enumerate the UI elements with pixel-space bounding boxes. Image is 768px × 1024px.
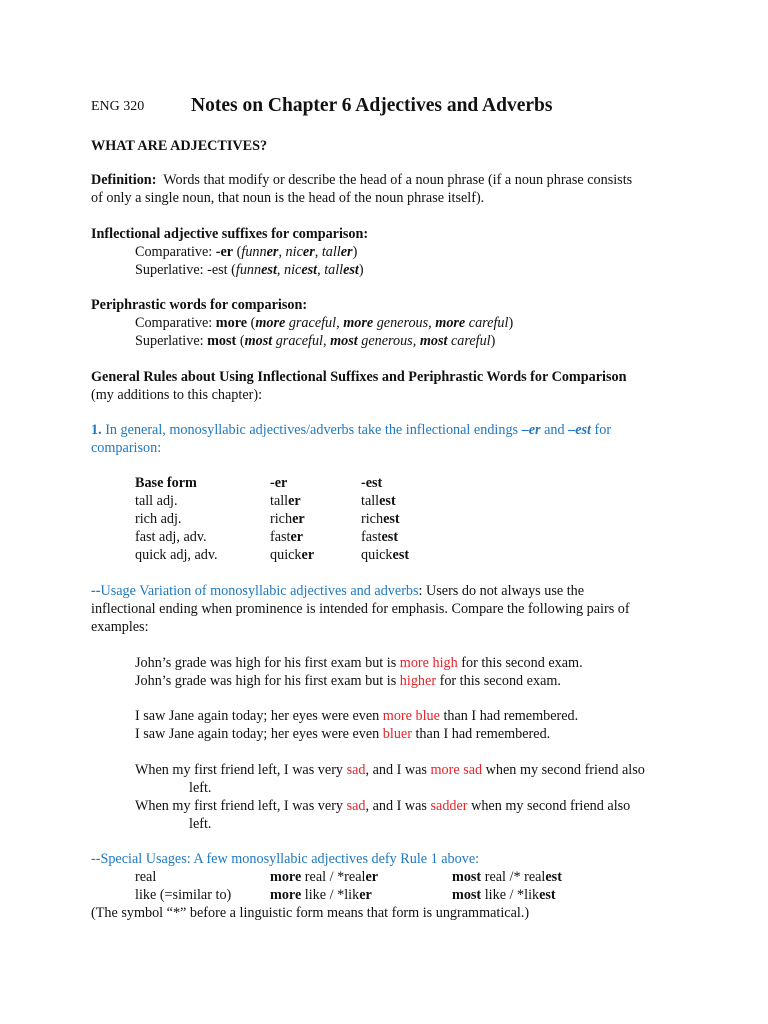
stem: rich — [270, 511, 293, 527]
example-most: most — [244, 333, 273, 349]
sentence-text: , and I was — [365, 762, 431, 778]
example-stem: tall — [324, 262, 344, 278]
example-sentence — [135, 672, 561, 690]
superlative-word: most — [207, 333, 237, 349]
sentence-text: than I had remembered. — [439, 708, 579, 724]
separator: , — [317, 262, 325, 278]
highlight-form: sadder — [430, 798, 468, 814]
definition-label: Definition: — [91, 172, 157, 188]
separator: , — [314, 244, 322, 260]
usage-variation-line-3: examples: — [91, 619, 149, 635]
example-suffix: er — [302, 244, 315, 260]
usage-variation-label: Usage Variation of monosyllabic adjectives and adverbs — [100, 583, 419, 599]
inflectional-comparative — [135, 243, 357, 261]
example-adjective: generous, — [373, 315, 436, 331]
suffix: est — [539, 887, 556, 903]
sentence-text: when my second friend also — [482, 762, 645, 778]
superlative-suffix: -est — [207, 262, 228, 278]
separator: , — [278, 244, 286, 260]
table-cell-base: rich adj. — [135, 511, 182, 527]
page-title: Notes on Chapter 6 Adjectives and Adverbs — [191, 95, 553, 116]
stem: tall — [361, 493, 380, 509]
highlight-form: sad — [346, 762, 366, 778]
suffix: er — [359, 887, 372, 903]
special-usages-heading: --Special Usages: A few monosyllabic adjectives defy Rule 1 above: — [91, 851, 480, 867]
example-more: more — [255, 315, 286, 331]
comparative-word: more — [215, 315, 248, 331]
suffix-er: –er — [521, 422, 541, 438]
definition-line-1 — [91, 171, 632, 189]
stem: fast — [361, 529, 382, 545]
special-word: real — [135, 869, 157, 885]
example-sentence — [135, 707, 578, 725]
table-cell-est — [361, 492, 396, 510]
most-word: most — [452, 869, 482, 885]
example-continuation: left. — [189, 816, 212, 832]
inflectional-superlative — [135, 261, 364, 279]
example-stem: funn — [235, 262, 262, 278]
special-more-form — [270, 886, 372, 904]
highlight-form: higher — [399, 673, 437, 689]
example-stem: tall — [321, 244, 341, 260]
periphrastic-heading: Periphrastic words for comparison: — [91, 297, 308, 313]
suffix: est — [381, 529, 399, 545]
table-header-er: -er — [270, 475, 288, 491]
sentence-text: I saw Jane again today; her eyes were even — [135, 726, 383, 742]
rule-1-line-2: comparison: — [91, 440, 162, 456]
table-cell-er — [270, 492, 301, 510]
rule-number: 1. — [91, 422, 102, 438]
sentence-text: , and I was — [365, 798, 431, 814]
highlight-form: bluer — [382, 726, 412, 742]
comparative-suffix: -er — [215, 244, 234, 260]
suffix: er — [292, 511, 305, 527]
example-continuation: left. — [189, 780, 212, 796]
paren-close: ) — [508, 315, 514, 331]
sentence-text: When my first friend left, I was very — [135, 762, 347, 778]
example-more: more — [435, 315, 466, 331]
paren-close: ) — [490, 333, 496, 349]
symbol-note: (The symbol “*” before a linguistic form means that form is ungrammatical.) — [91, 905, 530, 921]
table-cell-er — [270, 546, 314, 564]
highlight-form: more high — [399, 655, 458, 671]
table-cell-est — [361, 528, 398, 546]
rule-text: In general, monosyllabic adjectives/adverbs take the inflectional endings — [101, 422, 522, 438]
paren-open: ( — [227, 262, 236, 278]
general-rules-heading: General Rules about Using Inflectional Suffixes and Periphrastic Words for Comparison — [91, 369, 627, 385]
example-suffix: er — [266, 244, 279, 260]
example-most: most — [419, 333, 448, 349]
example-more: more — [343, 315, 374, 331]
suffix: est — [392, 547, 410, 563]
usage-dashes: -- — [91, 583, 101, 599]
form-text: real / *real — [301, 869, 366, 885]
example-suffix: est — [343, 262, 359, 278]
table-cell-er — [270, 528, 303, 546]
table-cell-er — [270, 510, 305, 528]
form-text: like / *lik — [481, 887, 540, 903]
paren-open: ( — [233, 244, 242, 260]
suffix-est: –est — [568, 422, 591, 438]
example-nicest — [284, 262, 317, 278]
general-rules-note: (my additions to this chapter): — [91, 387, 263, 403]
sentence-text: when my second friend also — [467, 798, 631, 814]
table-header-base: Base form — [135, 475, 197, 491]
form-text: real /* real — [481, 869, 546, 885]
example-adjective: careful — [447, 333, 491, 349]
more-word: more — [270, 869, 302, 885]
sentence-text: When my first friend left, I was very — [135, 798, 347, 814]
superlative-label: Superlative: — [135, 333, 208, 349]
example-funner — [241, 244, 278, 260]
example-funnest — [236, 262, 277, 278]
form-text: like / *lik — [301, 887, 360, 903]
example-nicer — [286, 244, 315, 260]
sentence-text: John’s grade was high for his first exam but is — [135, 655, 400, 671]
periphrastic-comparative — [135, 314, 513, 332]
example-adjective: graceful, — [272, 333, 331, 349]
more-word: more — [270, 887, 302, 903]
rule-text: and — [540, 422, 569, 438]
usage-variation-line-2: inflectional ending when prominence is intended for emphasis. Compare the following pairs of — [91, 601, 630, 617]
highlight-form: sad — [346, 798, 366, 814]
suffix: est — [545, 869, 562, 885]
example-sentence — [135, 797, 630, 815]
suffix: er — [290, 529, 304, 545]
usage-text: : Users do not always use the — [418, 583, 585, 599]
sentence-text: I saw Jane again today; her eyes were even — [135, 708, 383, 724]
example-stem: nic — [283, 262, 302, 278]
sentence-text: John’s grade was high for his first exam but is — [135, 673, 400, 689]
example-sentence — [135, 654, 583, 672]
example-suffix: est — [301, 262, 318, 278]
example-adjective: careful — [465, 315, 509, 331]
sentence-text: for this second exam. — [457, 655, 583, 671]
separator: , — [276, 262, 284, 278]
table-cell-est — [361, 546, 409, 564]
stem: quick — [361, 547, 393, 563]
sentence-text: than I had remembered. — [411, 726, 551, 742]
comparative-label: Comparative: — [135, 315, 216, 331]
highlight-form: more blue — [382, 708, 440, 724]
example-suffix: er — [340, 244, 353, 260]
superlative-label: Superlative: — [135, 262, 208, 278]
example-adjective: graceful, — [285, 315, 344, 331]
table-cell-base: fast adj, adv. — [135, 529, 207, 545]
table-header-est: -est — [361, 475, 383, 491]
stem: fast — [270, 529, 291, 545]
definition-text-1: Words that modify or describe the head of a noun phrase (if a noun phrase consists — [163, 172, 633, 188]
suffix: est — [379, 493, 396, 509]
paren-close: ) — [358, 262, 364, 278]
special-word: like (=similar to) — [135, 887, 232, 903]
example-tallest — [324, 262, 359, 278]
suffix: er — [288, 493, 301, 509]
example-most: most — [330, 333, 358, 349]
suffix: er — [365, 869, 379, 885]
highlight-form: more sad — [430, 762, 483, 778]
example-sentence — [135, 725, 550, 743]
periphrastic-superlative — [135, 332, 495, 350]
special-more-form — [270, 868, 378, 886]
paren-close: ) — [352, 244, 358, 260]
paren-open: ( — [236, 333, 245, 349]
stem: quick — [270, 547, 302, 563]
example-sentence — [135, 761, 645, 779]
table-cell-est — [361, 510, 400, 528]
most-word: most — [452, 887, 482, 903]
special-most-form — [452, 868, 562, 886]
table-cell-base: tall adj. — [135, 493, 178, 509]
special-most-form — [452, 886, 556, 904]
section-heading: WHAT ARE ADJECTIVES? — [91, 138, 268, 154]
rule-1-line-1 — [91, 421, 611, 439]
table-cell-base: quick adj, adv. — [135, 547, 218, 563]
example-adjective: generous, — [357, 333, 420, 349]
definition-line-2: of only a single noun, that noun is the head of the noun phrase itself). — [91, 190, 485, 206]
suffix: est — [383, 511, 400, 527]
suffix: er — [301, 547, 315, 563]
example-suffix: est — [261, 262, 277, 278]
inflectional-heading: Inflectional adjective suffixes for comparison: — [91, 226, 369, 242]
stem: rich — [361, 511, 384, 527]
usage-variation-line-1 — [91, 582, 584, 600]
sentence-text: for this second exam. — [436, 673, 561, 689]
example-stem: nic — [285, 244, 303, 260]
example-taller — [322, 244, 353, 260]
stem: tall — [270, 493, 289, 509]
rule-text: for — [590, 422, 612, 438]
paren-open: ( — [247, 315, 256, 331]
example-stem: funn — [241, 244, 267, 260]
comparative-label: Comparative: — [135, 244, 216, 260]
course-code: ENG 320 — [91, 99, 145, 114]
